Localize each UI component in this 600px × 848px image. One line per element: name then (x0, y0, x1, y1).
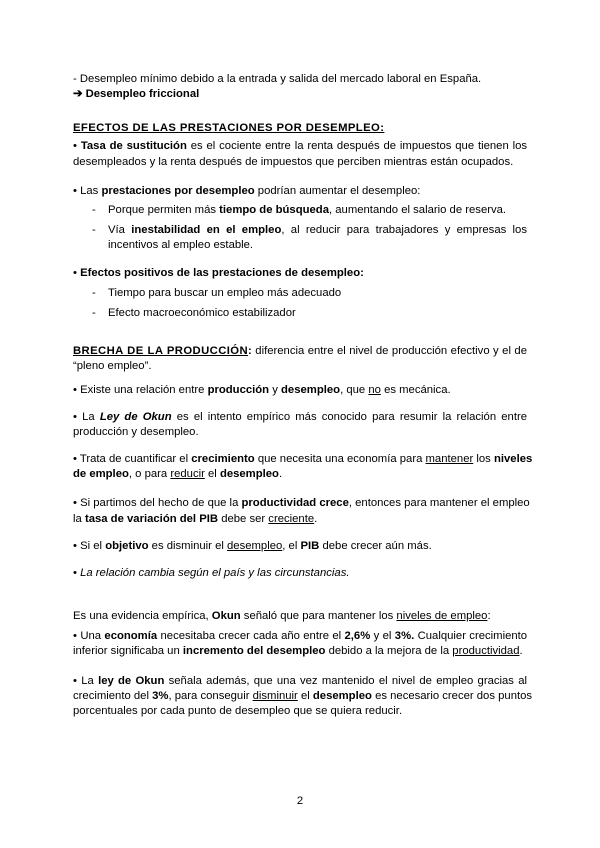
text-line: • Existe una relación entre producción y desempleo, que no es mecánica. (73, 384, 451, 396)
page-number: 2 (296, 795, 304, 807)
list-dash: - (92, 307, 96, 319)
list-item: Tiempo para buscar un empleo más adecuado (108, 287, 342, 299)
text-line: de empleo, o para reducir el desempleo. (73, 468, 283, 480)
text-line: • Trata de cuantificar el crecimiento que necesita una economía para mantener los niveles (73, 453, 533, 465)
text-line: crecimiento del 3%, para conseguir disminuir el desempleo es necesario crecer dos puntos (73, 690, 533, 702)
text-line: porcentuales por cada punto de desempleo que se quiera reducir. (73, 705, 403, 717)
text-line: • Si el objetivo es disminuir el desempleo, el PIB debe crecer aún más. (73, 540, 432, 552)
text-line: producción y desempleo. (73, 426, 199, 438)
list-dash: - (92, 287, 96, 299)
text-line: la tasa de variación del PIB debe ser creciente. (73, 513, 318, 525)
text-line: • La relación cambia según el país y las circunstancias. (73, 567, 350, 579)
list-dash: - (92, 224, 96, 236)
text-line: • Tasa de sustitución es el cociente entre la renta después de impuestos que tienen los (73, 140, 528, 152)
text-line: • Una economía necesitaba crecer cada año entre el 2,6% y el 3%. Cualquier crecimiento (73, 630, 528, 642)
text-line: • Si partimos del hecho de que la productividad crece, entonces para mantener el empleo (73, 497, 530, 509)
text-line: inferior significaba un incremento del desempleo debido a la mejora de la productividad. (73, 645, 523, 657)
list-item: Porque permiten más tiempo de búsqueda, aumentando el salario de reserva. (108, 204, 507, 216)
list-item: Efecto macroeconómico estabilizador (108, 307, 296, 319)
list-dash: - (92, 204, 96, 216)
list-item: incentivos al empleo estable. (108, 239, 254, 251)
text-line: desempleados y la renta después de impuestos que perciben mientras están ocupados. (73, 156, 514, 168)
text-line: BRECHA DE LA PRODUCCIÓN: diferencia entre el nivel de producción efectivo y el de (73, 345, 527, 357)
text-line: • La ley de Okun señala además, que una vez mantenido el nivel de empleo gracias al (73, 675, 528, 687)
text-line: - Desempleo mínimo debido a la entrada y salida del mercado laboral en España. (73, 73, 482, 85)
text-line: ➔ Desempleo friccional (73, 88, 200, 100)
text-line: • Efectos positivos de las prestaciones de desempleo: (73, 267, 364, 279)
arrow-icon: ➔ (73, 88, 83, 100)
section-heading: BRECHA DE LA PRODUCCIÓN (73, 345, 249, 357)
text-line: • Las prestaciones por desempleo podrían aumentar el desempleo: (73, 185, 421, 197)
text-line: • La Ley de Okun es el intento empírico más conocido para resumir la relación entre (73, 411, 527, 423)
list-item: Vía inestabilidad en el empleo, al reducir para trabajadores y empresas los (108, 224, 527, 236)
section-heading: EFECTOS DE LAS PRESTACIONES POR DESEMPLEO: (73, 122, 385, 134)
text-line: “pleno empleo”. (73, 360, 152, 372)
text-line: Es una evidencia empírica, Okun señaló que para mantener los niveles de empleo: (73, 610, 491, 622)
